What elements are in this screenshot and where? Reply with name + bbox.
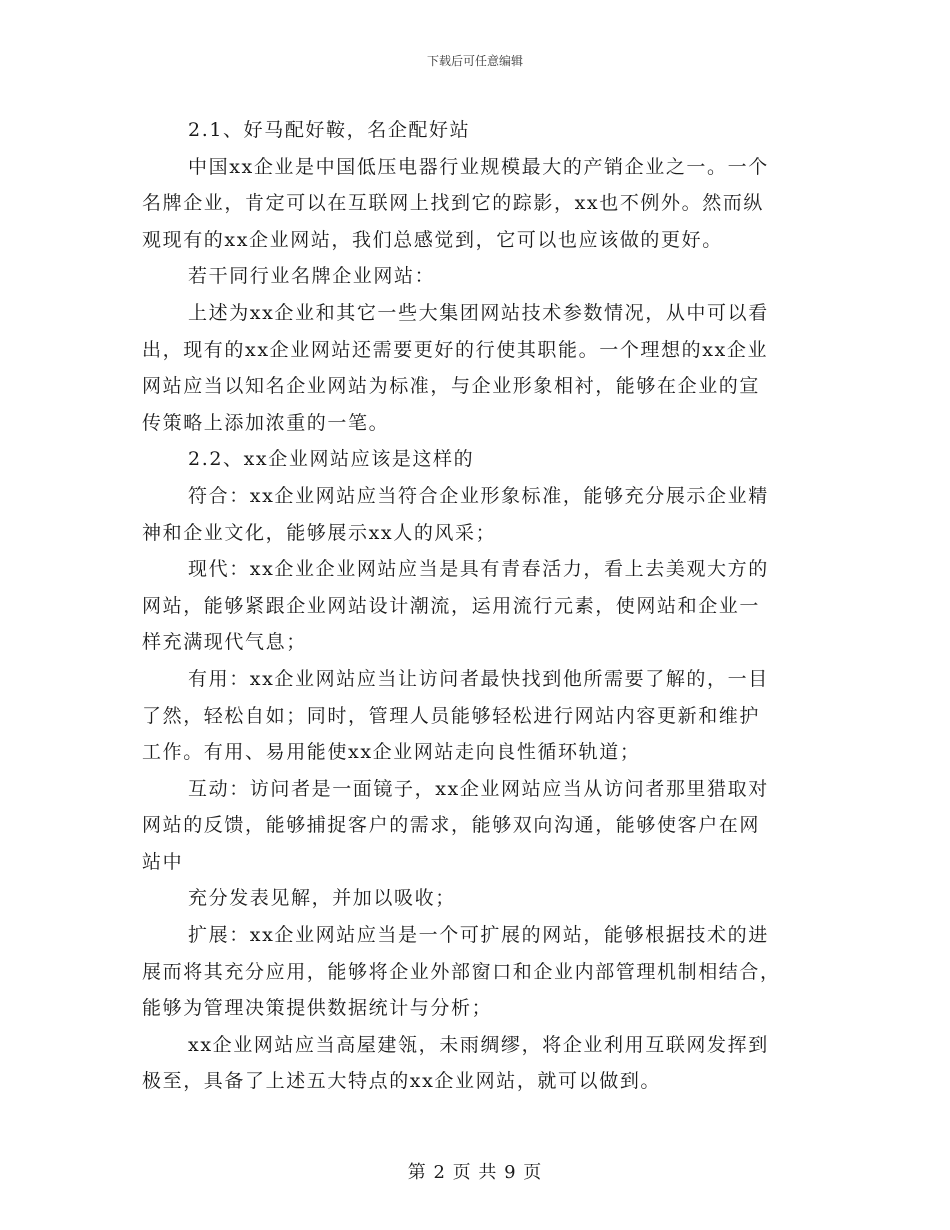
- paragraph-line: 站中: [142, 850, 184, 873]
- paragraph-line: 有用：xx企业网站应当让访问者最快找到他所需要了解的，一目: [188, 667, 769, 690]
- paragraph-line: 工作。有用、易用能使xx企业网站走向良性循环轨道；: [142, 741, 641, 764]
- paragraph-line: 能够为管理决策提供数据统计与分析；: [142, 997, 493, 1020]
- paragraph-line: 若干同行业名牌企业网站：: [188, 265, 436, 288]
- paragraph-line: 样充满现代气息；: [142, 631, 307, 654]
- page-number: 第 2 页 共 9 页: [407, 1162, 543, 1183]
- paragraph-line: 网站的反馈，能够捕捉客户的需求，能够双向沟通，能够使客户在网: [142, 814, 761, 837]
- paragraph-line: 了然，轻松自如；同时，管理人员能够轻松进行网站内容更新和维护: [142, 704, 761, 727]
- paragraph-line: 扩展：xx企业网站应当是一个可扩展的网站，能够根据技术的进: [188, 924, 769, 947]
- paragraph-line: 展而将其充分应用，能够将企业外部窗口和企业内部管理机制相结合，: [142, 960, 781, 983]
- paragraph-line: 观现有的xx企业网站，我们总感觉到，它可以也应该做的更好。: [142, 228, 723, 251]
- paragraph-line: 传策略上添加浓重的一笔。: [142, 411, 390, 434]
- paragraph-line: 现代：xx企业企业网站应当是具有青春活力，看上去美观大方的: [188, 558, 769, 581]
- page-header-note: 下载后可任意编辑: [426, 54, 523, 68]
- paragraph-line: 上述为xx企业和其它一些大集团网站技术参数情况，从中可以看: [188, 301, 769, 324]
- paragraph-line: 名牌企业，肯定可以在互联网上找到它的踪影，xx也不例外。然而纵: [142, 192, 765, 215]
- paragraph-line: 互动：访问者是一面镜子，xx企业网站应当从访问者那里猎取对: [188, 777, 769, 800]
- paragraph-line: 出，现有的xx企业网站还需要更好的行使其职能。一个理想的xx企业: [142, 338, 769, 361]
- paragraph-line: 极至，具备了上述五大特点的xx企业网站，就可以做到。: [142, 1070, 662, 1093]
- section-heading: 2.1、好马配好鞍，名企配好站: [188, 119, 471, 141]
- paragraph-line: 充分发表见解，并加以吸收；: [188, 887, 456, 910]
- paragraph-line: xx企业网站应当高屋建瓴，未雨绸缪，将企业利用互联网发挥到: [188, 1033, 769, 1056]
- paragraph-line: 符合：xx企业网站应当符合企业形象标准，能够充分展示企业精: [188, 484, 769, 507]
- paragraph-line: 网站应当以知名企业网站为标准，与企业形象相衬，能够在企业的宣: [142, 375, 761, 398]
- document-body: [142, 112, 808, 1100]
- paragraph-line: 神和企业文化，能够展示xx人的风采；: [142, 521, 497, 544]
- paragraph-line: 网站，能够紧跟企业网站设计潮流，运用流行元素，使网站和企业一: [142, 594, 761, 617]
- section-heading: 2.2、xx企业网站应该是这样的: [188, 448, 475, 471]
- paragraph-line: 中国xx企业是中国低压电器行业规模最大的产销企业之一。一个: [188, 155, 769, 178]
